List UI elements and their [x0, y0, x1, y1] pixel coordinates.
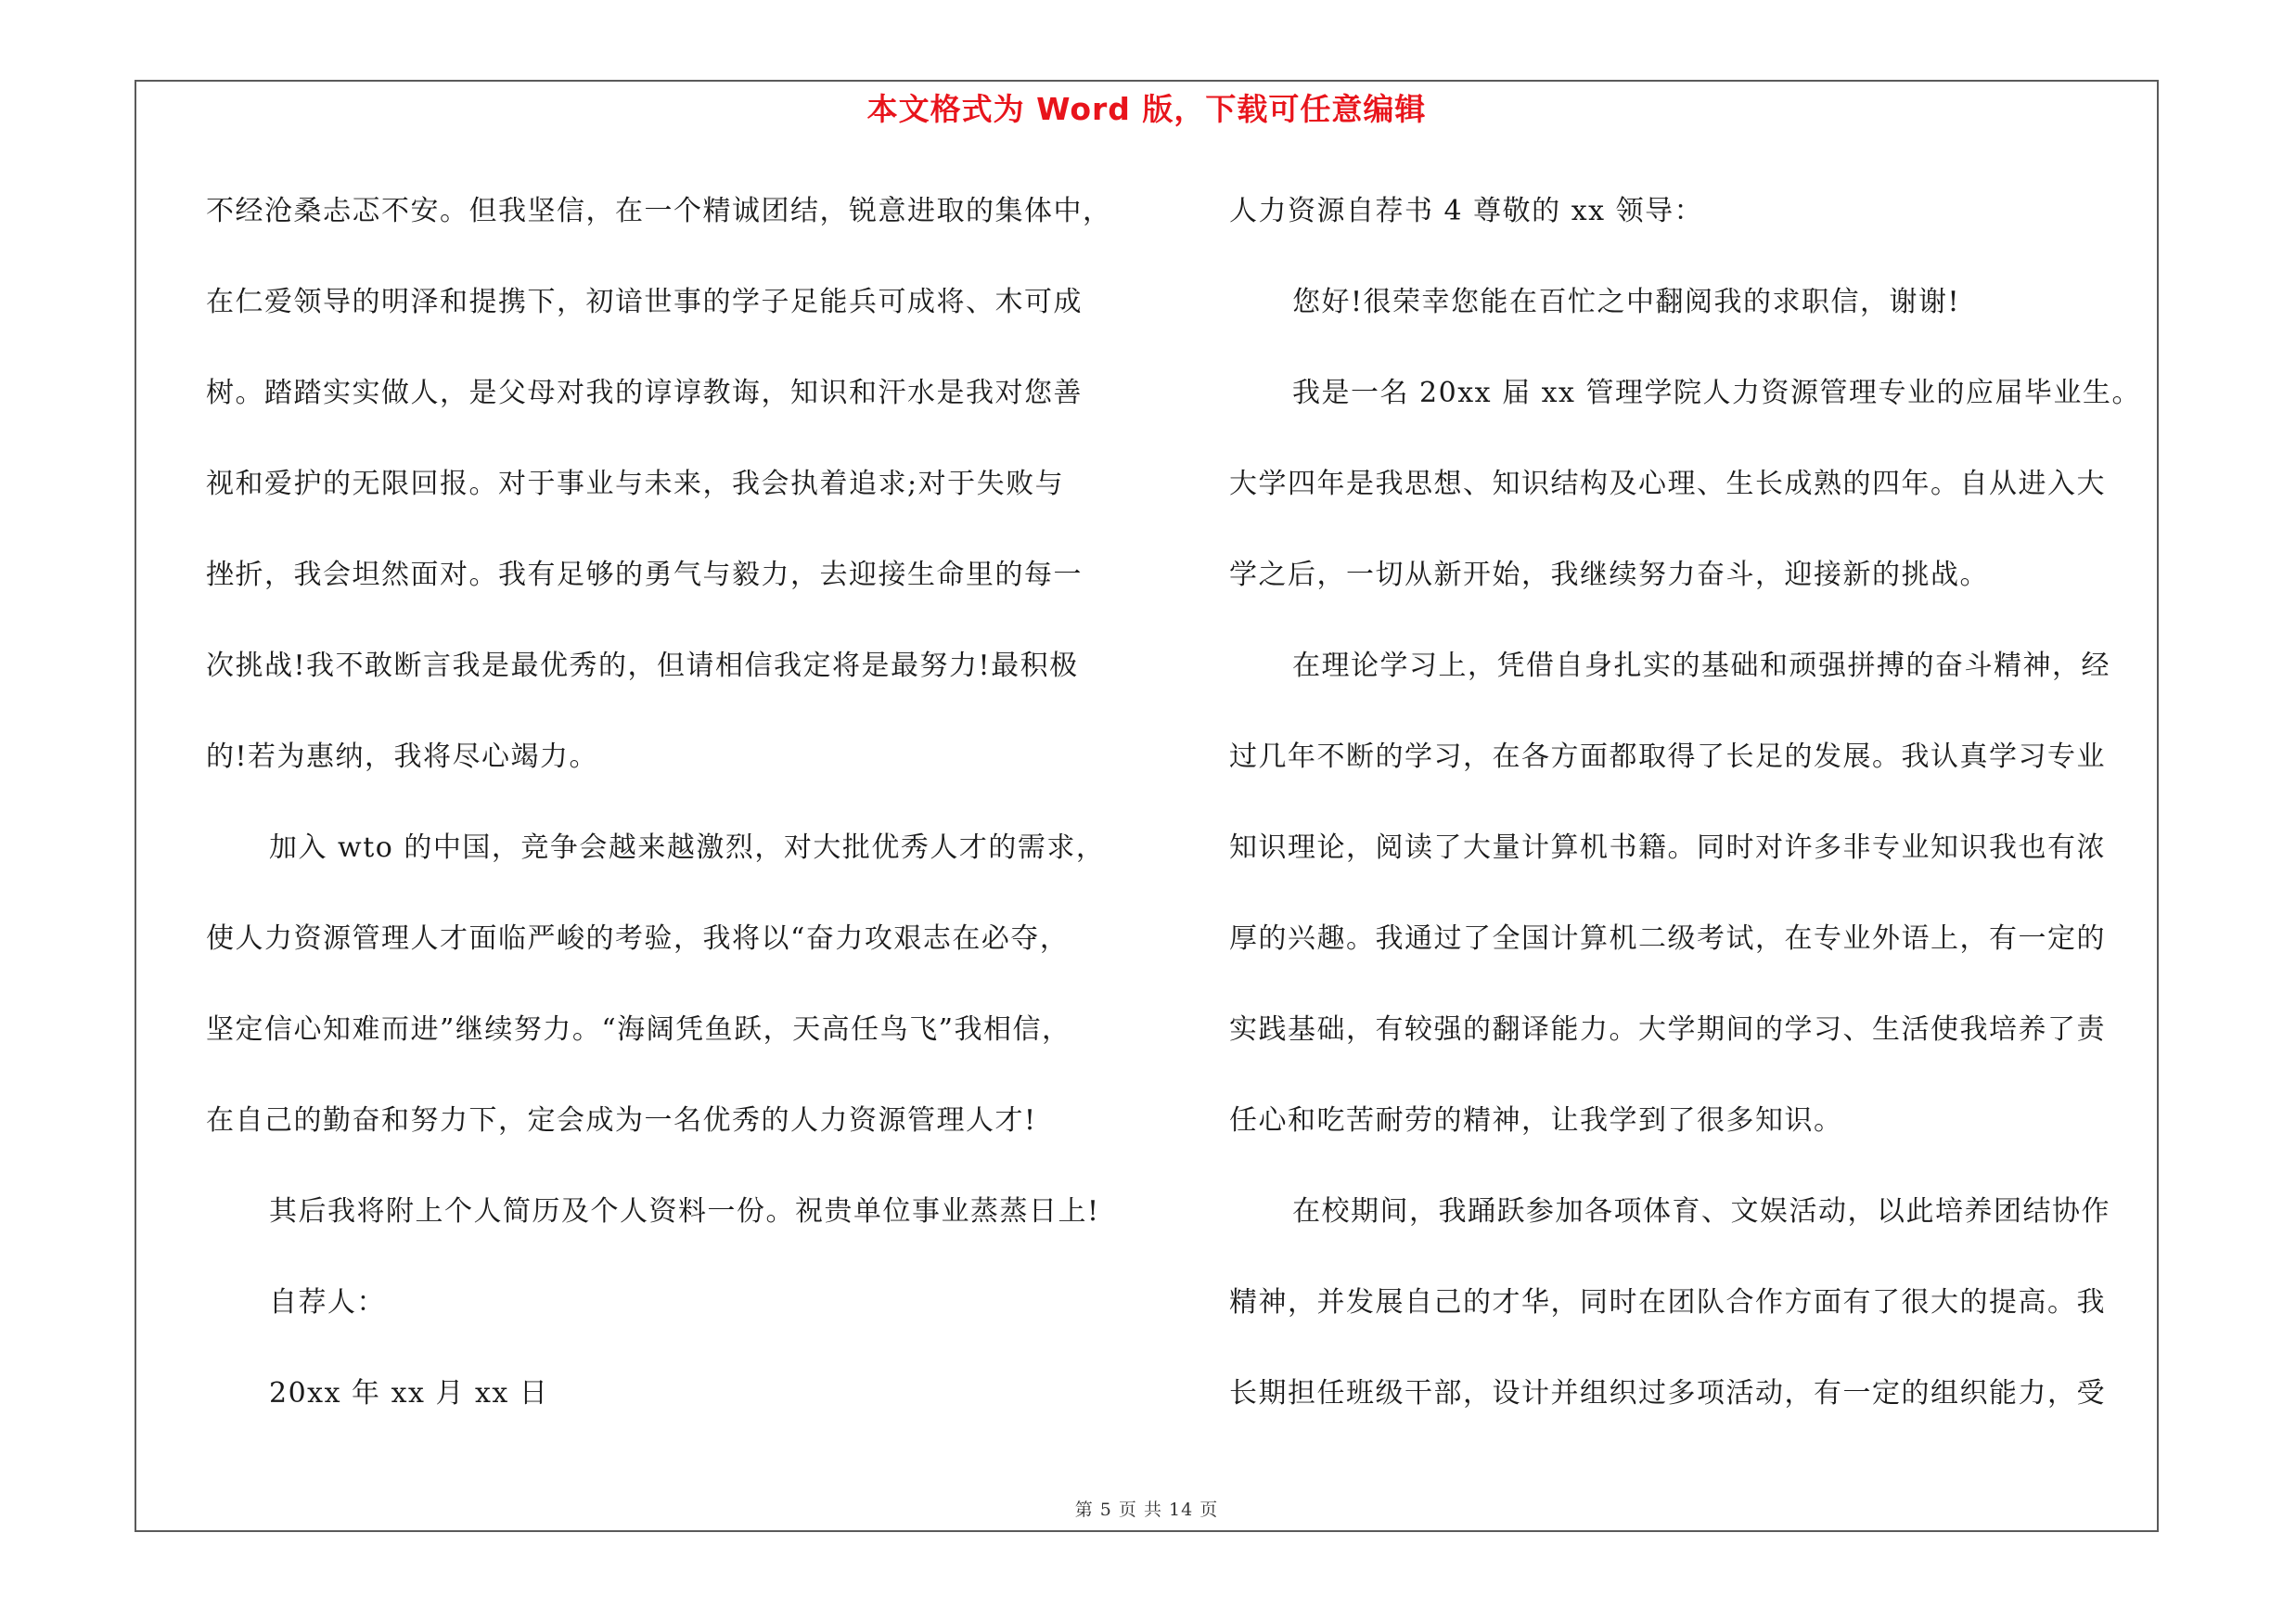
greeting-line: 您好!很荣幸您能在百忙之中翻阅我的求职信，谢谢!: [1292, 286, 1961, 318]
text-line: 过几年不断的学习，在各方面都取得了长足的发展。我认真学习专业: [1229, 741, 2106, 773]
section-heading-line: 人力资源自荐书 4 尊敬的 xx 领导：: [1229, 195, 1704, 227]
text-line: 实践基础，有较强的翻译能力。大学期间的学习、生活使我培养了责: [1229, 1013, 2106, 1046]
text-line: 视和爱护的无限回报。对于事业与未来，我会执着追求;对于失败与: [206, 468, 1065, 500]
text-line: 任心和吃苦耐劳的精神，让我学到了很多知识。: [1229, 1104, 1843, 1137]
text-line: 挫折，我会坦然面对。我有足够的勇气与毅力，去迎接生命里的每一: [206, 559, 1083, 591]
text-line: 在自己的勤奋和努力下，定会成为一名优秀的人力资源管理人才!: [206, 1104, 1037, 1137]
signature-label: 自荐人：: [269, 1286, 386, 1319]
text-line: 精神，并发展自己的才华，同时在团队合作方面有了很大的提高。我: [1229, 1286, 2106, 1319]
right-text-column: [1229, 184, 2166, 1457]
text-line: 的!若为惠纳，我将尽心竭力。: [206, 741, 599, 773]
text-line: 长期担任班级干部，设计并组织过多项活动，有一定的组织能力，受: [1229, 1377, 2106, 1410]
date-line: 20xx 年 xx 月 xx 日: [269, 1377, 549, 1410]
text-line: 使人力资源管理人才面临严峻的考验，我将以“奋力攻艰志在必夺，: [206, 922, 1070, 955]
paragraph-start-line: 我是一名 20xx 届 xx 管理学院人力资源管理专业的应届毕业生。: [1292, 377, 2141, 409]
text-line: 在仁爱领导的明泽和提携下，初谙世事的学子足能兵可成将、木可成: [206, 286, 1083, 318]
text-line: 次挑战!我不敢断言我是最优秀的，但请相信我定将是最努力!最积极: [206, 650, 1079, 682]
text-line: 厚的兴趣。我通过了全国计算机二级考试，在专业外语上，有一定的: [1229, 922, 2106, 955]
text-line: 学之后，一切从新开始，我继续努力奋斗，迎接新的挑战。: [1229, 559, 1989, 591]
text-line: 不经沧桑忐忑不安。但我坚信，在一个精诚团结，锐意进取的集体中，: [206, 195, 1112, 227]
format-notice-banner: 本文格式为 Word 版，下载可任意编辑: [866, 91, 1427, 127]
paragraph-start-line: 在校期间，我踊跃参加各项体育、文娱活动，以此培养团结协作: [1292, 1195, 2110, 1228]
text-line: 知识理论，阅读了大量计算机书籍。同时对许多非专业知识我也有浓: [1229, 831, 2106, 864]
text-line: 坚定信心知难而进”继续努力。“海阔凭鱼跃，天高任鸟飞”我相信，: [206, 1013, 1071, 1046]
paragraph-start-line: 加入 wto 的中国，竞争会越来越激烈，对大批优秀人才的需求，: [269, 831, 1106, 864]
left-text-column: [206, 184, 1134, 1457]
paragraph-start-line: 在理论学习上，凭借自身扎实的基础和顽强拼搏的奋斗精神，经: [1292, 650, 2110, 682]
closing-wish-line: 其后我将附上个人简历及个人资料一份。祝贵单位事业蒸蒸日上!: [269, 1195, 1100, 1228]
text-line: 树。踏踏实实做人，是父母对我的谆谆教诲，知识和汗水是我对您善: [206, 377, 1083, 409]
page-number-footer: 第 5 页 共 14 页: [1074, 1500, 1219, 1520]
text-line: 大学四年是我思想、知识结构及心理、生长成熟的四年。自从进入大: [1229, 468, 2106, 500]
